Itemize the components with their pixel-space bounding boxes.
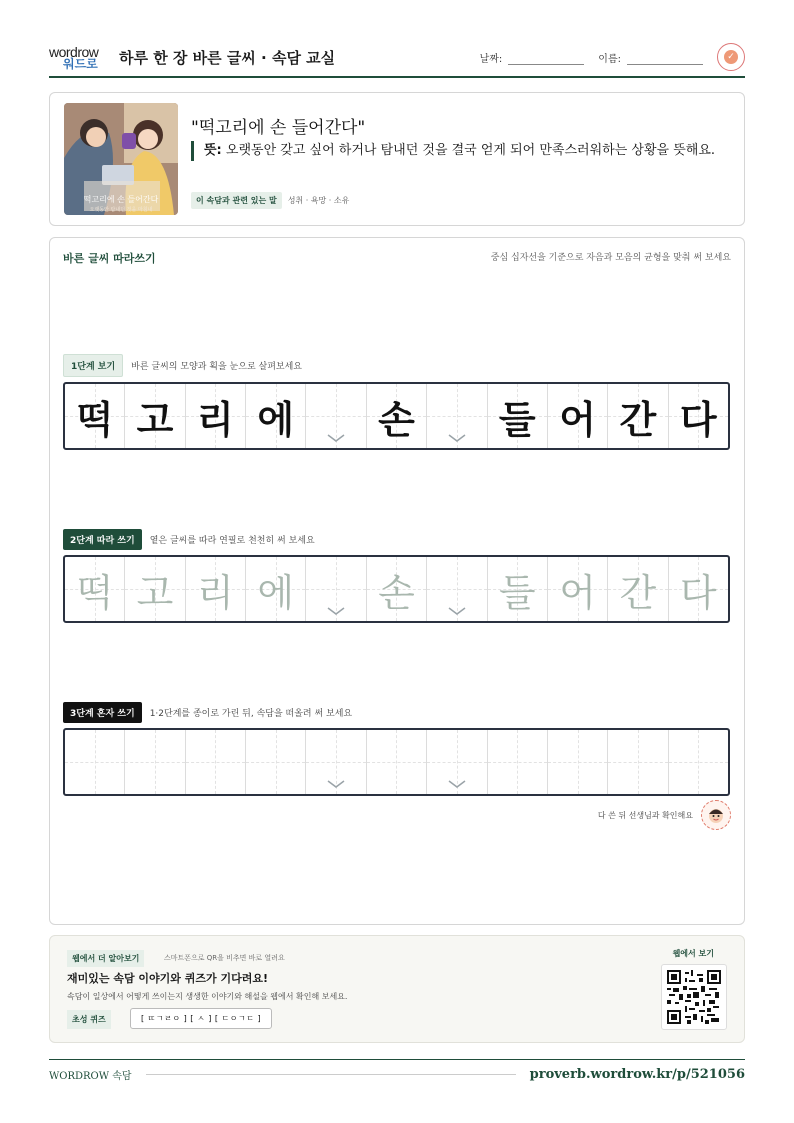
grid-char: 떡 — [76, 397, 114, 442]
space-mark-icon — [327, 607, 345, 615]
step1-desc: 바른 글씨의 모양과 획을 눈으로 살펴보세요 — [131, 362, 302, 372]
grid-cell — [426, 384, 486, 448]
practice-hint: 중심 십자선을 기준으로 자음과 모음의 균형을 맞춰 써 보세요 — [490, 253, 731, 263]
grid-cell — [124, 384, 184, 448]
grid-char: 리 — [197, 397, 234, 442]
step1-header — [63, 354, 302, 377]
grid-cell — [668, 384, 728, 448]
grid-cell — [607, 384, 667, 448]
space-mark-icon — [448, 434, 466, 442]
grid-cell[interactable] — [426, 730, 486, 794]
grid-char: 다 — [679, 397, 717, 442]
grid-char: 다 — [679, 570, 717, 615]
grid-cell — [245, 384, 305, 448]
smiley-stamp-icon — [701, 800, 731, 830]
grid-cell[interactable] — [65, 557, 124, 621]
footer-brand: WORDROW 속담 — [49, 1071, 132, 1082]
grid-char: 에 — [257, 570, 295, 615]
grid-char: 손 — [378, 570, 415, 615]
name-label: 이름: — [598, 53, 621, 65]
grid-char: 들 — [498, 570, 536, 615]
chosung-quiz: [ ㄸㄱㄹㅇ ] [ ㅅ ] [ ㄷㅇㄱㄷ ] — [130, 1008, 272, 1029]
wordrow-logo — [49, 42, 111, 72]
step1-grid — [63, 382, 730, 450]
related-list: 성취 · 욕망 · 소유 — [287, 196, 350, 205]
web-promo-box — [49, 935, 745, 1043]
grid-char: 손 — [378, 397, 415, 442]
grid-cell[interactable] — [547, 730, 607, 794]
space-mark-icon — [448, 780, 466, 788]
meaning-label: 뜻: — [204, 143, 222, 158]
qr-code-icon[interactable] — [661, 964, 727, 1030]
grid-char: 어 — [559, 570, 596, 615]
proverb-text: "떡고리에 손 들어간다" — [191, 118, 366, 138]
practice-section — [49, 237, 745, 925]
page-footer — [49, 1059, 745, 1089]
web-tag: 웹에서 더 알아보기 — [67, 950, 144, 967]
grid-cell[interactable] — [487, 730, 547, 794]
illustration-subcaption: 오랫동안 탐내던 것을 마침내 — [89, 207, 153, 213]
teacher-check — [598, 800, 731, 830]
grid-cell[interactable] — [185, 557, 245, 621]
illustration-caption: 떡고리에 손 들어간다 — [83, 195, 159, 204]
student-fields — [480, 43, 745, 71]
teacher-check-text: 다 쓴 뒤 선생님과 확인해요 — [597, 810, 693, 820]
web-headline: 재미있는 속담 이야기와 퀴즈가 기다려요! — [67, 972, 268, 985]
grid-cell[interactable] — [668, 730, 728, 794]
grid-cell[interactable] — [245, 730, 305, 794]
footer-url[interactable]: proverb.wordrow.kr/p/521056 — [529, 1067, 745, 1082]
step3-desc: 1·2단계를 종이로 가린 뒤, 속담을 떠올려 써 보세요 — [149, 709, 353, 719]
grid-cell[interactable] — [607, 557, 667, 621]
grid-cell — [65, 384, 124, 448]
step1-badge: 1단계 보기 — [63, 354, 123, 377]
grid-char: 간 — [619, 570, 657, 615]
qr-label: 웹에서 보기 — [672, 949, 714, 958]
space-mark-icon — [448, 607, 466, 615]
related-words — [191, 192, 349, 209]
grid-cell[interactable] — [487, 557, 547, 621]
logo-wordmark: wordrow — [49, 44, 99, 60]
proverb-illustration — [64, 103, 178, 215]
grid-cell[interactable] — [607, 730, 667, 794]
grid-cell[interactable] — [124, 730, 184, 794]
page-header — [49, 38, 745, 78]
grid-cell[interactable] — [65, 730, 124, 794]
practice-title: 바른 글씨 따라쓰기 — [63, 252, 156, 265]
quiz-label: 초성 퀴즈 — [67, 1010, 111, 1029]
page-title: 하루 한 장 바른 글씨 · 속담 교실 — [119, 48, 336, 67]
grid-char: 리 — [197, 570, 234, 615]
step2-grid[interactable] — [63, 555, 730, 623]
footer-rule — [146, 1074, 516, 1075]
grid-char: 들 — [498, 397, 536, 442]
step3-badge: 3단계 혼자 쓰기 — [63, 702, 142, 723]
name-line — [627, 53, 703, 65]
grid-cell — [547, 384, 607, 448]
date-field[interactable] — [480, 50, 585, 65]
grid-char: 에 — [257, 397, 295, 442]
grid-char: 고 — [136, 570, 174, 615]
grid-cell — [305, 384, 365, 448]
grid-cell[interactable] — [366, 730, 426, 794]
web-tag-hint: 스마트폰으로 QR을 비추면 바로 열려요 — [164, 954, 285, 962]
grid-cell[interactable] — [245, 557, 305, 621]
step3-header — [63, 702, 352, 723]
step3-grid[interactable] — [63, 728, 730, 796]
space-mark-icon — [327, 780, 345, 788]
meaning-text: 오랫동안 갖고 싶어 하거나 탐내던 것을 결국 얻게 되어 만족스러워하는 상황을 뜻해요. — [225, 143, 716, 158]
web-subtext: 속담이 일상에서 어떻게 쓰이는지 생생한 이야기와 해설을 웹에서 확인해 보세요. — [67, 992, 348, 1001]
step2-badge: 2단계 따라 쓰기 — [63, 529, 142, 550]
proverb-meaning — [191, 141, 721, 161]
step2-desc: 옅은 글씨를 따라 연필로 천천히 써 보세요 — [149, 536, 315, 546]
grid-cell[interactable] — [547, 557, 607, 621]
grid-char: 떡 — [76, 570, 114, 615]
grid-cell[interactable] — [185, 730, 245, 794]
grid-cell[interactable] — [668, 557, 728, 621]
date-label: 날짜: — [479, 53, 503, 65]
related-tag: 이 속담과 관련 있는 말 — [191, 192, 282, 209]
grid-cell[interactable] — [124, 557, 184, 621]
grid-cell[interactable] — [366, 557, 426, 621]
name-field[interactable] — [598, 50, 703, 65]
date-line — [508, 53, 584, 65]
grid-cell — [487, 384, 547, 448]
logo-korean: 워드로 — [63, 57, 98, 71]
grid-cell[interactable] — [305, 557, 365, 621]
grid-char: 고 — [136, 397, 174, 442]
space-mark-icon — [327, 434, 345, 442]
grid-cell[interactable] — [305, 730, 365, 794]
check-stamp-icon: ✓ — [717, 43, 745, 71]
step2-header — [63, 529, 315, 550]
grid-cell — [185, 384, 245, 448]
grid-cell[interactable] — [426, 557, 486, 621]
grid-char: 어 — [559, 397, 596, 442]
grid-char: 간 — [619, 397, 657, 442]
proverb-card — [49, 92, 745, 226]
grid-cell — [366, 384, 426, 448]
